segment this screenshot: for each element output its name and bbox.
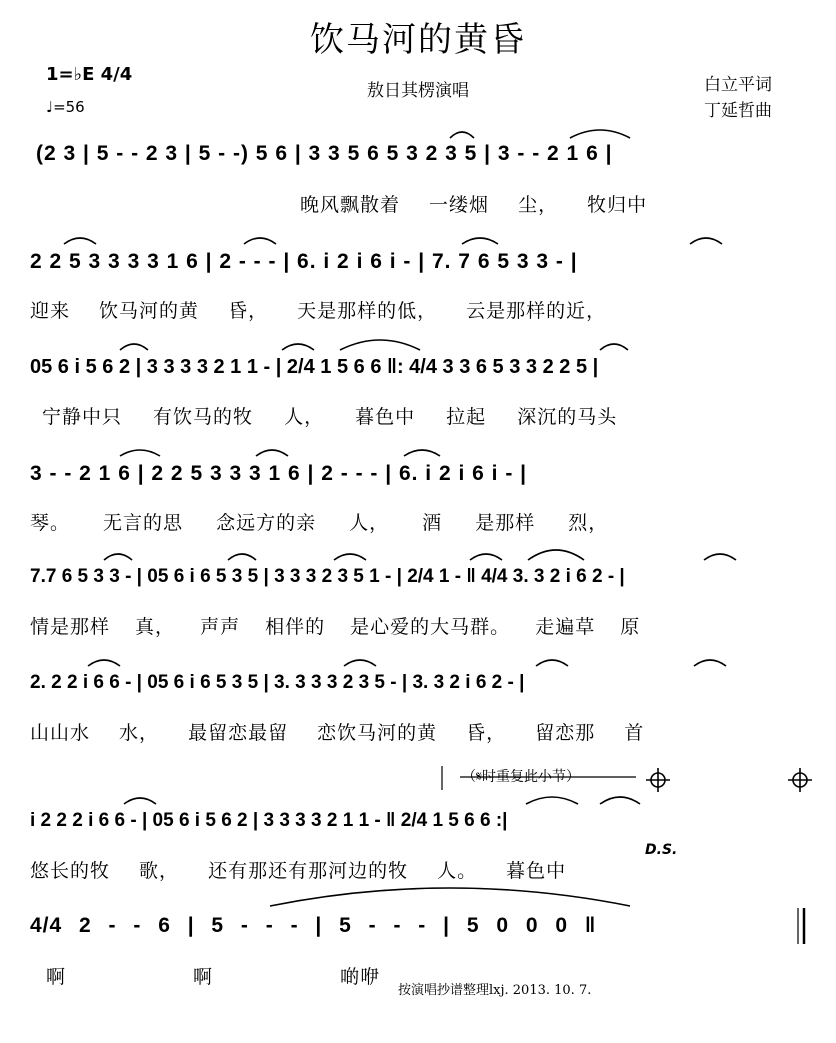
slur [694, 660, 726, 666]
slur [228, 554, 256, 560]
slur [256, 450, 288, 456]
notation-row-6: 2. 2 2 i 6 6 - | 05 6 i 6 5 3 5 | 3. 3 3 3 2 3 5 - | 3. 3 2 i 6 2 - | [30, 672, 525, 693]
slur [64, 238, 96, 244]
notation-row-1: (2 3 | 5 - - 2 3 | 5 - -) 5 6 | 3 3 5 6 5 3 2 3 5 | 3 - - 2 1 6 | [36, 142, 613, 165]
lyrics-row-6: 山山水 水， 最留恋最留 恋饮马河的黄 昏， 留恋那 首 [30, 722, 645, 744]
slur [344, 660, 376, 666]
slur [88, 660, 120, 666]
slur [570, 130, 630, 138]
slur [690, 238, 722, 244]
lyrics-row-1: 晚风飘散着 一缕烟 尘， 牧归中 [300, 194, 648, 216]
lyrics-row-3: 宁静中只 有饮马的牧 人， 暮色中 拉起 深沉的马头 [42, 406, 618, 428]
slur [270, 888, 630, 906]
notation-row-2: 2 2 5 3 3 3 3 1 6 | 2 - - - | 6. i 2 i 6 i - | 7. 7 6 5 3 3 - | [30, 250, 578, 273]
slur [528, 550, 584, 560]
slur [704, 554, 736, 560]
lyrics-row-5: 情是那样 真， 声声 相伴的 是心爱的大马群。 走遍草 原 [30, 616, 641, 638]
tempo-marking: ♩=56 [46, 98, 85, 116]
lyrics-row-2: 迎来 饮马河的黄 昏， 天是那样的低， 云是那样的近， [30, 300, 607, 322]
slur [404, 450, 440, 456]
lyrics-row-7: 悠长的牧 歌， 还有那还有那河边的牧 人。 暮色中 [30, 860, 567, 882]
composer-credit: 丁延哲曲 [704, 101, 772, 121]
repeat-annotation: （𝄋时重复此小节） [462, 769, 581, 785]
slur [120, 344, 148, 350]
slur [334, 554, 366, 560]
slur [282, 344, 314, 350]
slur [526, 797, 578, 804]
slur [244, 238, 276, 244]
slur [120, 450, 160, 456]
singer-credit: 敖日其楞演唱 [367, 81, 469, 101]
slur [600, 344, 628, 350]
lyrics-row-8: 啊 啊 啲咿 [46, 966, 381, 988]
notation-row-8: 4/4 2 - - 6 | 5 - - - | 5 - - - | 5 0 0 0 ‖ [30, 914, 597, 937]
slur [600, 797, 640, 804]
slur [124, 798, 156, 804]
key-signature: 1=♭E 4/4 [46, 64, 133, 85]
slur [462, 238, 498, 244]
notation-row-7: i 2 2 2 i 6 6 - | 05 6 i 5 6 2 | 3 3 3 3 2 1 1 - ‖ 2/4 1 5 6 6 :| [30, 810, 508, 831]
transcription-note: 按演唱抄谱整理lxj. 2013. 10. 7. [398, 983, 592, 998]
slur [450, 132, 474, 138]
lyrics-row-4: 琴。 无言的思 念远方的亲 人， 酒 是那样 烈， [30, 512, 609, 534]
slur [536, 660, 568, 666]
notation-row-4: 3 - - 2 1 6 | 2 2 5 3 3 3 1 6 | 2 - - - | 6. i 2 i 6 i - | [30, 462, 528, 485]
slur [470, 554, 502, 560]
notation-row-3: 05 6 i 5 6 2 | 3 3 3 3 2 1 1 - | 2/4 1 5 6 6 ‖: 4/4 3 3 6 5 3 3 2 2 5 | [30, 356, 599, 378]
notation-row-5: 7.7 6 5 3 3 - | 05 6 i 6 5 3 5 | 3 3 3 2 3 5 1 - | 2/4 1 - ‖ 4/4 3. 3 2 i 6 2 - | [30, 566, 625, 587]
slur [340, 340, 420, 350]
ds-marking: D.S. [645, 842, 678, 858]
lyricist-credit: 白立平词 [704, 75, 772, 95]
song-title: 饮马河的黄昏 [310, 20, 526, 60]
slur [104, 554, 132, 560]
